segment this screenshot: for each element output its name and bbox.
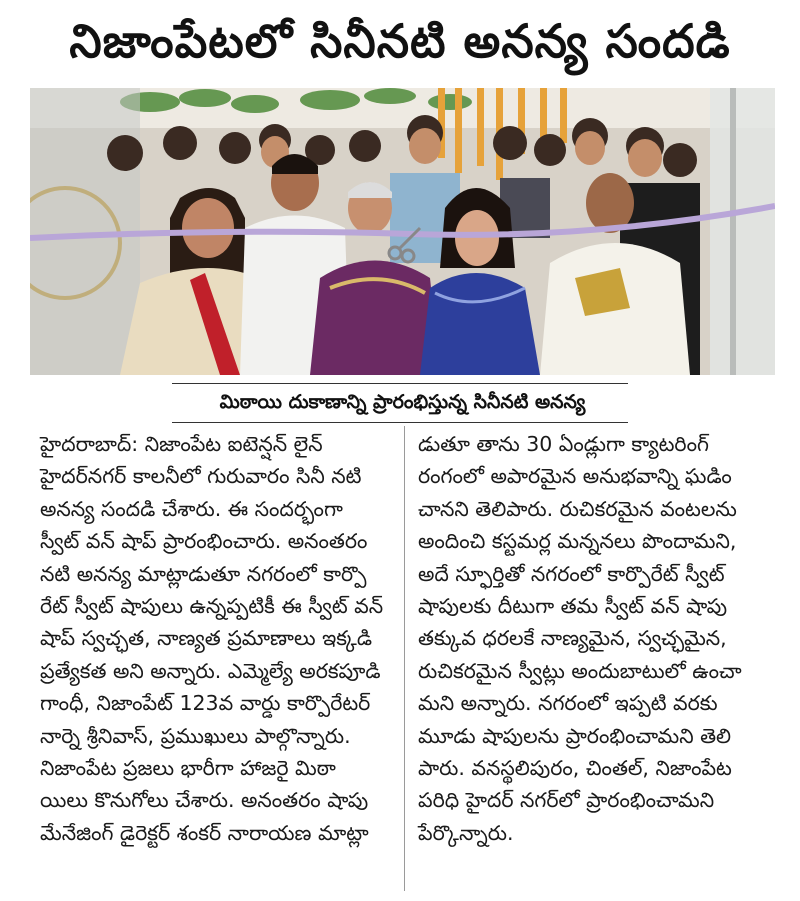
- article-line: షాప్ స్వచ్ఛత, నాణ్యత ప్రమాణాలు ఇక్కడి: [40, 626, 372, 651]
- article-line: నిజాంపేట ప్రజలు భారీగా హాజరై మిఠా: [40, 755, 336, 780]
- article-line: చానని తెలిపారు. రుచికరమైన వంటలను: [418, 496, 737, 521]
- article-line: డుతూ తాను 30 ఏండ్లుగా క్యాటరింగ్: [418, 432, 709, 456]
- article-line: మేనేజింగ్ డైరెక్టర్ శంకర్ నారాయణ మాట్లా: [40, 820, 369, 845]
- article-line: మని అన్నారు. నగరంలో ఇప్పటి వరకు: [418, 691, 718, 716]
- photo-caption: మిఠాయి దుకాణాన్ని ప్రారంభిస్తున్న సినీనటి అనన్య: [219, 391, 586, 413]
- article-line: యిలు కొనుగోలు చేశారు. అనంతరం షాపు: [40, 788, 369, 813]
- article-line: షాపులకు దీటుగా తమ స్వీట్ వన్ షాపు: [418, 593, 728, 618]
- article-line: ప్రత్యేకత అని అన్నారు. ఎమ్మెల్యే అరకపూడి: [40, 658, 381, 683]
- article-line: అందించి కస్టమర్ల మన్ననలు పొందామని,: [418, 529, 737, 554]
- article-line: రేట్ స్వీట్ షాపులు ఉన్నప్పటికీ ఈ స్వీట్ వన్: [40, 593, 384, 618]
- article-line: హైదరాబాద్: నిజాంపేట ఐటెన్షన్ లైన్: [40, 432, 323, 456]
- caption-rule-bottom: [172, 422, 628, 423]
- article-line: అనన్య సందడి చేశారు. ఈ సందర్భంగా: [40, 496, 343, 521]
- column-divider: [404, 426, 405, 891]
- article-line: అదే స్ఫూర్తితో నగరంలో కార్పొరేట్ స్వీట్: [418, 561, 725, 586]
- article-line: స్వీట్ వన్ షాప్ ప్రారంభించారు. అనంతరం: [40, 529, 368, 554]
- headline: నిజాంపేటలో సినీనటి అనన్య సందడి: [69, 14, 731, 68]
- article-line: నటి అనన్య మాట్లాడుతూ నగరంలో కార్పొ: [40, 561, 367, 586]
- news-photo: [30, 88, 775, 375]
- article-line: రంగంలో అపారమైన అనుభవాన్ని ఘడిం: [418, 464, 732, 489]
- article-line: నార్నె శ్రీనివాస్, ప్రముఖులు పాల్గొన్నారు.: [40, 723, 351, 748]
- article-line: తక్కువ ధరలకే నాణ్యమైన, స్వచ్ఛమైన,: [418, 626, 727, 651]
- article-line: పారు. వనస్థలిపురం, చింతల్, నిజాంపేట: [418, 755, 732, 780]
- article-right-column: [418, 428, 764, 849]
- article-line: మూడు షాపులను ప్రారంభించామని తెలి: [418, 723, 732, 748]
- article-line: గాంధీ, నిజాంపేట్ 123వ వార్డు కార్పొరేటర్: [40, 691, 371, 716]
- article-line: పరిధి హైదర్ నగర్‌లో ప్రారంభించామని: [418, 788, 715, 813]
- article-line: హైదర్‌నగర్ కాలనీలో గురువారం సినీ నటి: [40, 464, 362, 489]
- article-line: రుచికరమైన స్వీట్లు అందుబాటులో ఉంచా: [418, 658, 742, 683]
- article-line: పేర్కొన్నారు.: [418, 820, 514, 845]
- article-left-column: [40, 428, 386, 849]
